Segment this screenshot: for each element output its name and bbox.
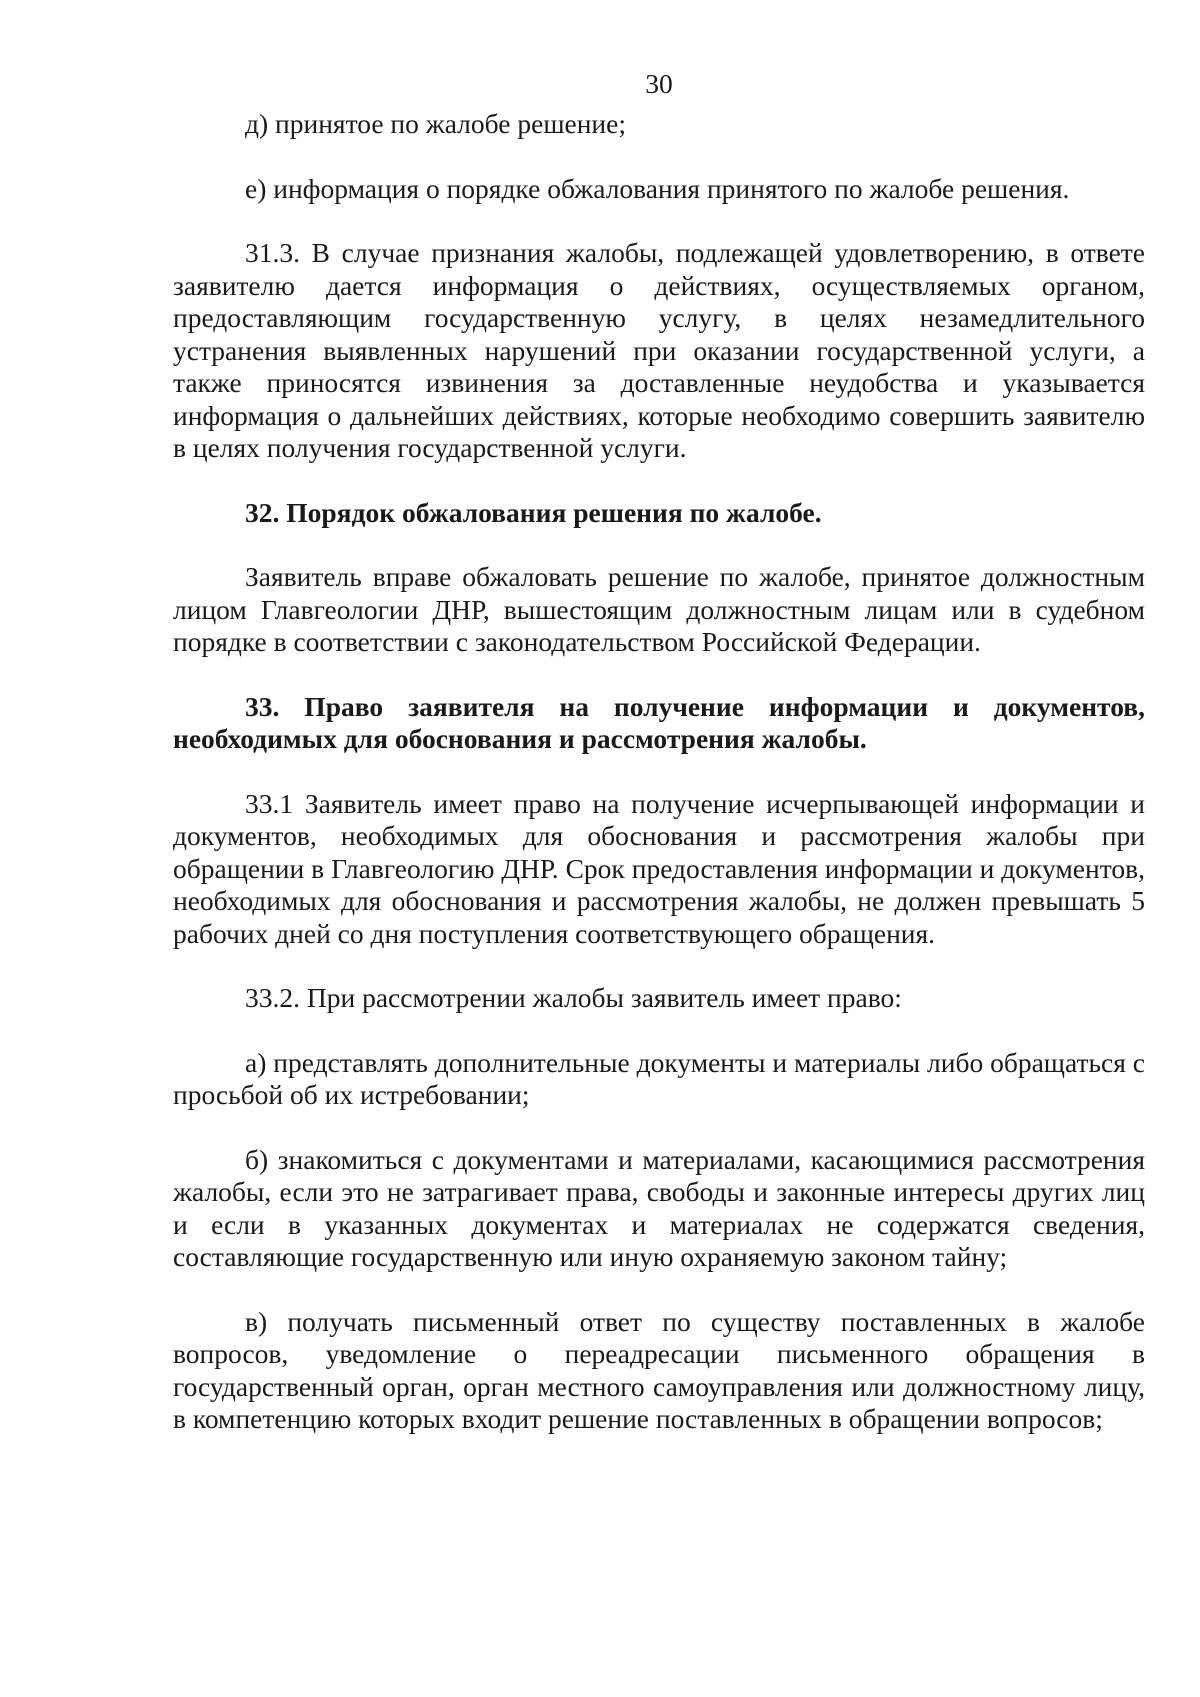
page-number: 30 xyxy=(645,68,673,99)
paragraph-32: Заявитель вправе обжаловать решение по жалобе, принятое должностным лицом Главгеологии ДНР, вышестоящим должностным лицам или в судебном порядке в соответствии с законодательством Российской Федерации. xyxy=(173,561,1145,657)
paragraph-33-2: 33.2. При рассмотрении жалобы заявитель имеет право: xyxy=(245,982,902,1013)
document-page xyxy=(173,68,1145,1436)
paragraph-b: б) знакомиться с документами и материалами, касающимися рассмотрения жалобы, если это не затрагивает права, свободы и законные интересы других лиц и если в указанных документах и материалах не содержатся сведения, составляющие государственную или иную охраняемую законом тайну; xyxy=(173,1143,1145,1272)
heading-33: 33. Право заявителя на получение информации и документов, необходимых для обоснования и рассмотрения жалобы. xyxy=(173,690,1145,754)
paragraph-e: е) информация о порядке обжалования принятого по жалобе решения. xyxy=(245,172,1070,204)
heading-32: 32. Порядок обжалования решения по жалобе. xyxy=(245,496,822,528)
paragraph-d: д) принятое по жалобе решение; xyxy=(245,108,626,139)
paragraph-a: а) представлять дополнительные документы и материалы либо обращаться с просьбой об их истребовании; xyxy=(173,1046,1145,1110)
paragraph-33-1: 33.1 Заявитель имеет право на получение исчерпывающей информации и документов, необходимых для обоснования и рассмотрения жалобы при обращении в Главгеологию ДНР. Срок предоставления информации и документов, необходимых для обоснования и рассмотрения жалобы, не должен превышать 5 рабочих дней со дня поступления соответствующего обращения. xyxy=(173,787,1145,949)
paragraph-31-3: 31.3. В случае признания жалобы, подлежащей удовлетворению, в ответе заявителю дается информация о действиях, осуществляемых органом, предоставляющим государственную услугу, в целях незамедлительного устранения выявленных нарушений при оказании государственной услуги, а также приносятся извинения за доставленные неудобства и указывается информация о дальнейших действиях, которые необходимо совершить заявителю в целях получения государственной услуги. xyxy=(173,237,1145,463)
paragraph-v: в) получать письменный ответ по существу поставленных в жалобе вопросов, уведомление о переадресации письменного обращения в государственный орган, орган местного самоуправления или должностному лицу, в компетенцию которых входит решение поставленных в обращении вопросов; xyxy=(173,1305,1145,1434)
